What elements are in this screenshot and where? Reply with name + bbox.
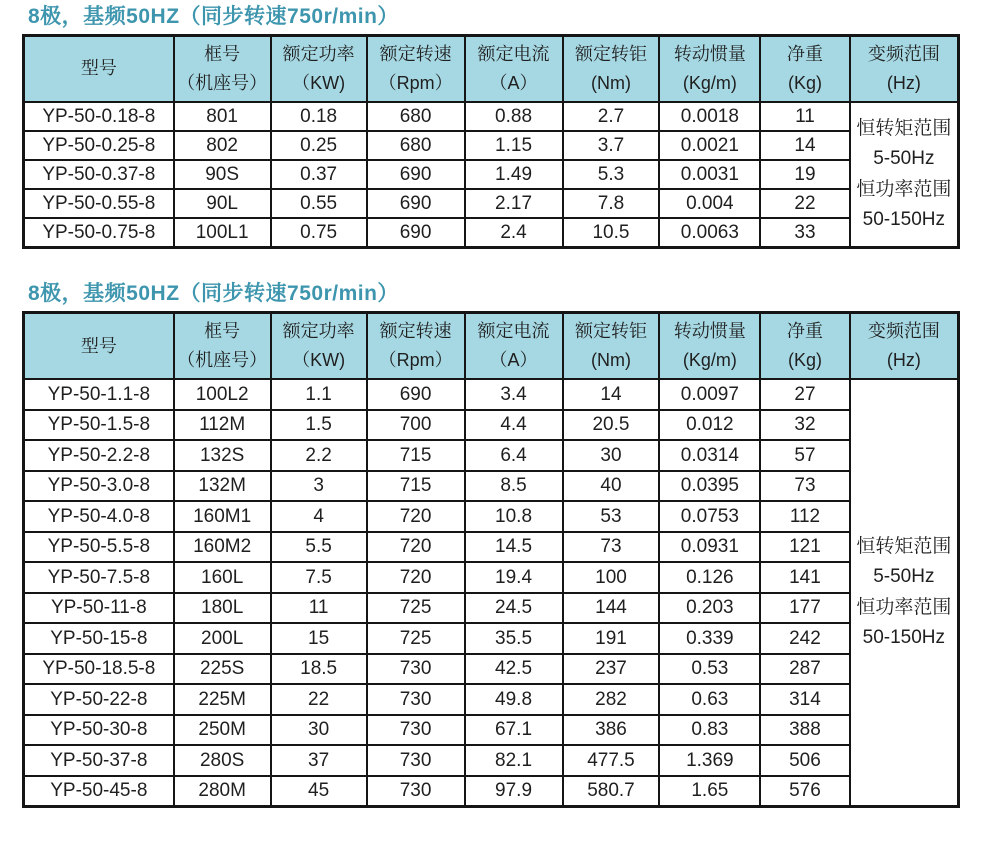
- column-header-line1: 转动惯量: [673, 320, 746, 341]
- table-cell: 730: [367, 684, 465, 715]
- table-cell: 20.5: [563, 410, 660, 441]
- table-cell: 225S: [174, 654, 271, 685]
- table-cell: YP-50-0.75-8: [24, 218, 174, 248]
- table-cell: YP-50-7.5-8: [24, 562, 174, 593]
- table-cell: 730: [367, 654, 465, 685]
- table-row: [24, 745, 959, 776]
- table-cell: 14.5: [465, 532, 563, 563]
- table-cell: 720: [367, 501, 465, 532]
- column-header-line2: （KW): [292, 350, 346, 371]
- column-header-line1: 型号: [80, 335, 117, 356]
- table-cell: 2.7: [563, 102, 660, 131]
- table-cell: 1.15: [465, 131, 563, 160]
- table-cell: 4.4: [465, 410, 563, 441]
- table-cell: 6.4: [465, 440, 563, 471]
- table-cell: 0.0314: [659, 440, 760, 471]
- table-cell: 386: [563, 715, 660, 746]
- table-cell: 10.5: [563, 218, 660, 248]
- table-cell: 0.203: [659, 593, 760, 624]
- table-cell: 40: [563, 471, 660, 502]
- table-cell: 14: [760, 131, 849, 160]
- table-cell: YP-50-0.25-8: [24, 131, 174, 160]
- table-row: [24, 410, 959, 441]
- table-cell: YP-50-15-8: [24, 623, 174, 654]
- frequency-range-line: 50-150Hz: [862, 627, 946, 649]
- table-cell: 42.5: [465, 654, 563, 685]
- table-cell: 0.75: [271, 218, 367, 248]
- frequency-range-line: 50-150Hz: [862, 209, 946, 231]
- table-cell: 35.5: [465, 623, 563, 654]
- table-cell: 73: [760, 471, 849, 502]
- table-cell: 132M: [174, 471, 271, 502]
- table-cell: 0.0018: [659, 102, 760, 131]
- table-cell: 690: [367, 379, 465, 410]
- table-title: 8极，基频50HZ（同步转速750r/min）: [28, 282, 399, 306]
- column-header: [563, 36, 660, 103]
- column-header-line2: （A）: [489, 350, 538, 371]
- table-cell: 200L: [174, 623, 271, 654]
- column-header-line2: (Hz): [886, 350, 921, 371]
- column-header-line2: （KW): [292, 73, 346, 94]
- column-header-line1: 额定功率: [282, 43, 355, 64]
- table-cell: 0.0097: [659, 379, 760, 410]
- table-cell: 3.4: [465, 379, 563, 410]
- column-header-line2: (Kg): [787, 350, 822, 371]
- table-cell: 477.5: [563, 745, 660, 776]
- table-cell: 0.0931: [659, 532, 760, 563]
- table-cell: 7.5: [271, 562, 367, 593]
- table-cell: 715: [367, 440, 465, 471]
- column-header-line1: 额定电流: [477, 320, 550, 341]
- table-cell: 0.25: [271, 131, 367, 160]
- table-cell: 141: [760, 562, 849, 593]
- column-header: [465, 313, 563, 380]
- table-cell: 287: [760, 654, 849, 685]
- table-row: [24, 532, 959, 563]
- table-cell: YP-50-0.37-8: [24, 160, 174, 189]
- table-row: [24, 379, 959, 410]
- table-cell: YP-50-3.0-8: [24, 471, 174, 502]
- column-header-line1: 额定转钜: [574, 320, 647, 341]
- column-header-line1: 额定功率: [282, 320, 355, 341]
- table-cell: 2.17: [465, 189, 563, 218]
- column-header: [174, 36, 271, 103]
- table-cell: 720: [367, 562, 465, 593]
- table-cell: 0.55: [271, 189, 367, 218]
- table-cell: 282: [563, 684, 660, 715]
- table-cell: 57: [760, 440, 849, 471]
- table-cell: 2.4: [465, 218, 563, 248]
- column-header-line1: 变频范围: [867, 320, 940, 341]
- table-cell: 0.126: [659, 562, 760, 593]
- table-cell: 5.3: [563, 160, 660, 189]
- table-cell: 18.5: [271, 654, 367, 685]
- table-cell: 1.369: [659, 745, 760, 776]
- table-cell: 121: [760, 532, 849, 563]
- table-cell: YP-50-37-8: [24, 745, 174, 776]
- table-cell: 15: [271, 623, 367, 654]
- table-cell: 0.0031: [659, 160, 760, 189]
- table-cell: 90S: [174, 160, 271, 189]
- table-cell: 160M2: [174, 532, 271, 563]
- table-row: [24, 440, 959, 471]
- table-cell: 680: [367, 131, 465, 160]
- column-header: [850, 313, 959, 380]
- table-cell: YP-50-4.0-8: [24, 501, 174, 532]
- column-header: [271, 36, 367, 103]
- table-cell: 144: [563, 593, 660, 624]
- table-cell: 45: [271, 776, 367, 807]
- table-cell: 314: [760, 684, 849, 715]
- table-cell: YP-50-11-8: [24, 593, 174, 624]
- spec-section-2: [22, 281, 960, 808]
- table-cell: 0.18: [271, 102, 367, 131]
- table-cell: 19: [760, 160, 849, 189]
- column-header: [850, 36, 959, 103]
- table-row: [24, 102, 959, 131]
- table-row: [24, 776, 959, 807]
- table-cell: 730: [367, 745, 465, 776]
- table-row: [24, 562, 959, 593]
- spec-section-1: [22, 4, 960, 249]
- table-cell: 112: [760, 501, 849, 532]
- column-header-line1: 型号: [80, 58, 117, 79]
- table-cell: 580.7: [563, 776, 660, 807]
- table-cell: 160L: [174, 562, 271, 593]
- table-cell: 1.1: [271, 379, 367, 410]
- table-cell: 97.9: [465, 776, 563, 807]
- table-cell: YP-50-1.1-8: [24, 379, 174, 410]
- table-cell: 73: [563, 532, 660, 563]
- table-cell: 720: [367, 532, 465, 563]
- table-cell: YP-50-0.18-8: [24, 102, 174, 131]
- table-cell: 700: [367, 410, 465, 441]
- table-cell: 4: [271, 501, 367, 532]
- frequency-range-line: 5-50Hz: [873, 148, 935, 170]
- column-header: [760, 36, 849, 103]
- column-header-line1: 净重: [786, 320, 823, 341]
- table-cell: 242: [760, 623, 849, 654]
- table-title: 8极，基频50HZ（同步转速750r/min）: [28, 5, 399, 28]
- motor-spec-table-2: [22, 311, 960, 808]
- frequency-range-note: [850, 379, 959, 807]
- motor-spec-table-1: [22, 34, 960, 249]
- column-header: [659, 36, 760, 103]
- column-header-line2: （Rpm）: [378, 350, 453, 371]
- column-header-line2: （机座号）: [177, 73, 268, 94]
- column-header-line2: （机座号）: [177, 350, 268, 371]
- table-cell: 237: [563, 654, 660, 685]
- table-cell: 37: [271, 745, 367, 776]
- table-cell: 0.0395: [659, 471, 760, 502]
- table-cell: 280M: [174, 776, 271, 807]
- table-cell: 7.8: [563, 189, 660, 218]
- table-cell: 680: [367, 102, 465, 131]
- table-cell: 725: [367, 623, 465, 654]
- table-cell: 0.0753: [659, 501, 760, 532]
- column-header-line2: （A）: [489, 73, 538, 94]
- table-cell: 67.1: [465, 715, 563, 746]
- table-cell: 19.4: [465, 562, 563, 593]
- table-cell: 33: [760, 218, 849, 248]
- column-header: [760, 313, 849, 380]
- table-cell: 1.65: [659, 776, 760, 807]
- table-cell: 11: [760, 102, 849, 131]
- column-header-line2: (Kg): [787, 73, 822, 94]
- table-row: [24, 218, 959, 248]
- table-row: [24, 131, 959, 160]
- table-cell: 690: [367, 160, 465, 189]
- table-cell: 191: [563, 623, 660, 654]
- header-row: [24, 313, 959, 380]
- frequency-range-line: 恒功率范围: [856, 596, 952, 618]
- table-cell: 0.88: [465, 102, 563, 131]
- table-cell: 1.5: [271, 410, 367, 441]
- table-cell: 22: [760, 189, 849, 218]
- column-header-line2: （Rpm）: [378, 73, 453, 94]
- table-row: [24, 471, 959, 502]
- table-cell: 225M: [174, 684, 271, 715]
- column-header-line2: (Nm): [590, 73, 631, 94]
- column-header-line1: 框号: [204, 43, 241, 64]
- frequency-range-line: 恒功率范围: [856, 178, 952, 200]
- frequency-range-line: 恒转矩范围: [856, 117, 952, 139]
- column-header: [563, 313, 660, 380]
- table-cell: 132S: [174, 440, 271, 471]
- table-cell: 30: [563, 440, 660, 471]
- column-header: [367, 36, 465, 103]
- column-header-line1: 额定转速: [379, 43, 452, 64]
- frequency-range-line: 恒转矩范围: [856, 536, 952, 558]
- table-cell: 725: [367, 593, 465, 624]
- column-header-line2: (Nm): [590, 350, 631, 371]
- table-cell: 690: [367, 218, 465, 248]
- table-cell: 5.5: [271, 532, 367, 563]
- frequency-range-note: [850, 102, 959, 248]
- table-cell: 53: [563, 501, 660, 532]
- table-cell: 180L: [174, 593, 271, 624]
- table-cell: 177: [760, 593, 849, 624]
- table-cell: 27: [760, 379, 849, 410]
- table-cell: YP-50-0.55-8: [24, 189, 174, 218]
- table-cell: 100L2: [174, 379, 271, 410]
- column-header-line1: 额定转速: [379, 320, 452, 341]
- table-cell: 22: [271, 684, 367, 715]
- column-header: [659, 313, 760, 380]
- table-cell: 30: [271, 715, 367, 746]
- table-cell: 0.0021: [659, 131, 760, 160]
- table-row: [24, 715, 959, 746]
- table-cell: 730: [367, 776, 465, 807]
- table-cell: 32: [760, 410, 849, 441]
- table-cell: YP-50-2.2-8: [24, 440, 174, 471]
- column-header-line1: 转动惯量: [673, 43, 746, 64]
- table-row: [24, 684, 959, 715]
- table-cell: 112M: [174, 410, 271, 441]
- table-cell: 801: [174, 102, 271, 131]
- table-cell: 250M: [174, 715, 271, 746]
- table-cell: YP-50-45-8: [24, 776, 174, 807]
- table-row: [24, 623, 959, 654]
- table-row: [24, 160, 959, 189]
- column-header: [465, 36, 563, 103]
- table-cell: 0.37: [271, 160, 367, 189]
- table-cell: 160M1: [174, 501, 271, 532]
- table-row: [24, 593, 959, 624]
- table-cell: YP-50-1.5-8: [24, 410, 174, 441]
- column-header: [271, 313, 367, 380]
- column-header: [367, 313, 465, 380]
- table-cell: 715: [367, 471, 465, 502]
- table-cell: 14: [563, 379, 660, 410]
- table-cell: 802: [174, 131, 271, 160]
- table-cell: 3: [271, 471, 367, 502]
- table-cell: 388: [760, 715, 849, 746]
- table-cell: 10.8: [465, 501, 563, 532]
- table-cell: 11: [271, 593, 367, 624]
- table-cell: 24.5: [465, 593, 563, 624]
- frequency-range-line: 5-50Hz: [873, 566, 935, 588]
- column-header: [174, 313, 271, 380]
- table-cell: 730: [367, 715, 465, 746]
- table-cell: 8.5: [465, 471, 563, 502]
- table-row: [24, 654, 959, 685]
- column-header-line1: 额定转钜: [574, 43, 647, 64]
- table-cell: 2.2: [271, 440, 367, 471]
- table-cell: 3.7: [563, 131, 660, 160]
- table-cell: 90L: [174, 189, 271, 218]
- column-header-line1: 额定电流: [477, 43, 550, 64]
- table-cell: 100: [563, 562, 660, 593]
- table-cell: 0.0063: [659, 218, 760, 248]
- table-cell: YP-50-18.5-8: [24, 654, 174, 685]
- table-cell: 690: [367, 189, 465, 218]
- column-header-line2: (Kg/m): [682, 73, 737, 94]
- table-cell: 82.1: [465, 745, 563, 776]
- table-cell: 576: [760, 776, 849, 807]
- column-header: [24, 36, 174, 103]
- table-cell: 1.49: [465, 160, 563, 189]
- table-cell: 506: [760, 745, 849, 776]
- column-header-line2: (Kg/m): [682, 350, 737, 371]
- table-cell: 0.63: [659, 684, 760, 715]
- table-row: [24, 189, 959, 218]
- column-header-line1: 净重: [786, 43, 823, 64]
- header-row: [24, 36, 959, 103]
- column-header: [24, 313, 174, 380]
- table-cell: 100L1: [174, 218, 271, 248]
- table-cell: 280S: [174, 745, 271, 776]
- table-cell: 0.004: [659, 189, 760, 218]
- table-cell: 0.012: [659, 410, 760, 441]
- table-cell: 0.53: [659, 654, 760, 685]
- table-row: [24, 501, 959, 532]
- table-cell: YP-50-22-8: [24, 684, 174, 715]
- column-header-line1: 变频范围: [867, 43, 940, 64]
- table-cell: 0.339: [659, 623, 760, 654]
- table-cell: 49.8: [465, 684, 563, 715]
- column-header-line1: 框号: [204, 320, 241, 341]
- column-header-line2: (Hz): [886, 73, 921, 94]
- table-cell: 0.83: [659, 715, 760, 746]
- table-cell: YP-50-5.5-8: [24, 532, 174, 563]
- table-cell: YP-50-30-8: [24, 715, 174, 746]
